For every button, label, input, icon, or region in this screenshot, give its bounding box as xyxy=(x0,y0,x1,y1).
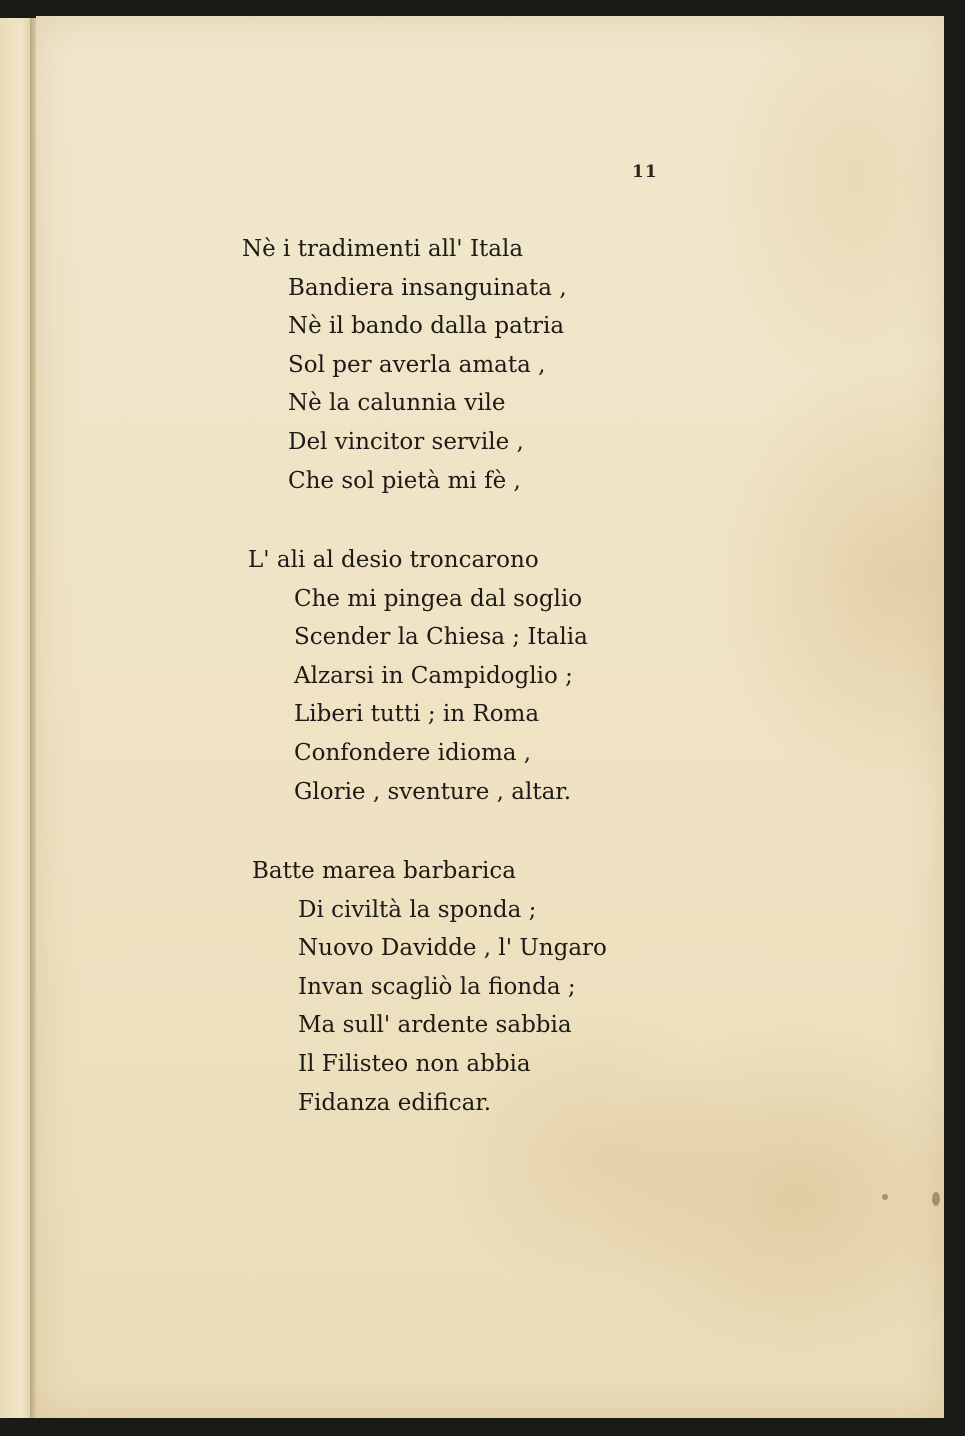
verse-line: Glorie , sventure , altar. xyxy=(294,778,572,805)
verse-line: L' ali al desio troncarono xyxy=(248,547,539,573)
verse-line: Di civiltà la sponda ; xyxy=(298,896,537,923)
verse-line: Alzarsi in Campidoglio ; xyxy=(294,662,573,689)
verse-line: Batte marea barbarica xyxy=(252,858,516,884)
verse-line: Nè i tradimenti all' Itala xyxy=(242,236,524,262)
verse-line: Nuovo Davidde , l' Ungaro xyxy=(298,935,607,962)
verse-line: Ma sull' ardente sabbia xyxy=(298,1012,572,1039)
page-number: 11 xyxy=(632,162,658,182)
stanza-2 xyxy=(248,541,588,811)
verse-line: Scender la Chiesa ; Italia xyxy=(294,624,588,651)
verse-line: Invan scagliò la fionda ; xyxy=(298,973,576,1000)
verse-line: Il Filisteo non abbia xyxy=(298,1050,531,1077)
stanza-1 xyxy=(242,230,567,500)
verse-line: Che mi pingea dal soglio xyxy=(294,585,583,612)
verse-line: Fidanza edificar. xyxy=(298,1089,492,1116)
stanza-3 xyxy=(252,852,607,1122)
ink-speck xyxy=(882,1194,888,1200)
ink-speck xyxy=(932,1192,940,1206)
verse-line: Che sol pietà mi fè , xyxy=(288,467,521,494)
verse-line: Nè la calunnia vile xyxy=(288,390,506,417)
right-page xyxy=(36,16,944,1418)
verse-line: Confondere idioma , xyxy=(294,739,532,766)
verse-line: Nè il bando dalla patria xyxy=(288,313,565,340)
verse-line: Sol per averla amata , xyxy=(288,351,546,378)
verse-line: Bandiera insanguinata , xyxy=(288,274,567,301)
verse-line: Del vincitor servile , xyxy=(288,428,524,455)
verse-line: Liberi tutti ; in Roma xyxy=(294,701,540,728)
